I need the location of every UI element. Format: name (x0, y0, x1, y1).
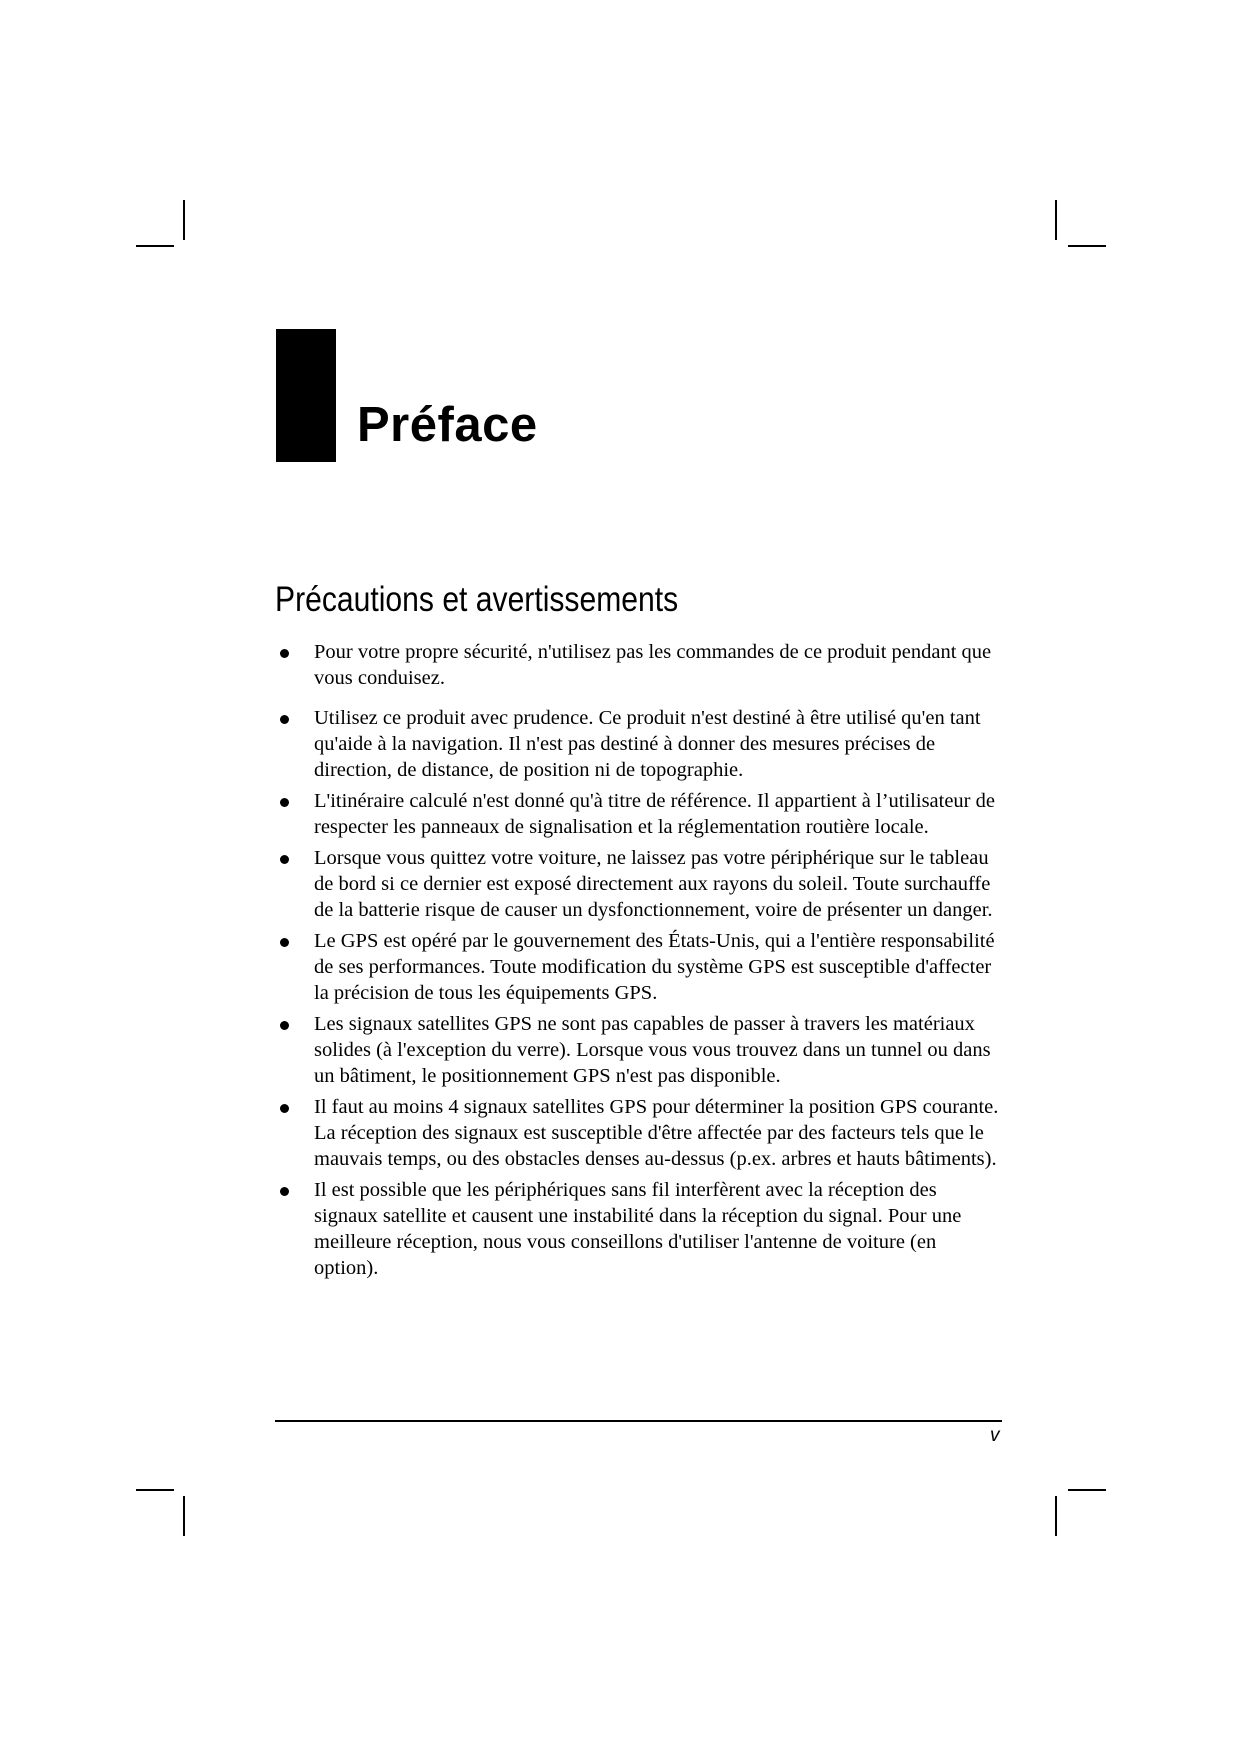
bullet-icon (280, 1187, 289, 1196)
chapter-marker-block (276, 329, 336, 462)
section-heading: Précautions et avertissements (275, 580, 679, 619)
crop-mark-top-right-horizontal (1068, 245, 1106, 247)
crop-mark-bottom-left-vertical (183, 1496, 185, 1536)
list-item-text: Il faut au moins 4 signaux satellites GPS pour déterminer la position GPS courante. La réception des signaux est susceptible d'être affectée par des facteurs tels que le mauvais temps, ou des obstacles denses au-dessus (p.ex. arbres et hauts bâtiments). (314, 1096, 999, 1170)
bullet-icon (280, 855, 289, 864)
list-item-text: Il est possible que les périphériques sans fil interfèrent avec la réception des signaux satellite et causent une instabilité dans la réception du signal. Pour une meilleure réception, nous vous conseillons d'utiliser l'antenne de voiture (en option). (314, 1179, 962, 1279)
list-item (274, 1177, 1004, 1281)
crop-mark-top-left-vertical (183, 200, 185, 240)
crop-mark-top-right-vertical (1055, 200, 1057, 240)
crop-mark-top-left-horizontal (136, 245, 174, 247)
list-item-text: Pour votre propre sécurité, n'utilisez pas les commandes de ce produit pendant que vous conduisez. (314, 641, 992, 689)
list-item (274, 1094, 1004, 1172)
list-item (274, 845, 1004, 923)
list-item (274, 639, 1004, 691)
page-number: v (990, 1425, 1000, 1446)
list-item-text: Le GPS est opéré par le gouvernement des États-Unis, qui a l'entière responsabilité de ses performances. Toute modification du système GPS est susceptible d'affecter la précision de tous les équipements GPS. (314, 930, 995, 1004)
chapter-title: Préface (357, 398, 538, 452)
bullet-icon (280, 1104, 289, 1113)
bullet-icon (280, 1021, 289, 1030)
list-item-text: Utilisez ce produit avec prudence. Ce produit n'est destiné à être utilisé qu'en tant qu'aide à la navigation. Il n'est pas destiné à donner des mesures précises de direction, de distance, de position ni de topographie. (314, 707, 981, 781)
crop-mark-bottom-right-horizontal (1068, 1489, 1106, 1491)
list-item-text: Lorsque vous quittez votre voiture, ne laissez pas votre périphérique sur le tableau de bord si ce dernier est exposé directement aux rayons du soleil. Toute surchauffe de la batterie risque de causer un dysfonctionnement, voire de présenter un danger. (314, 847, 993, 921)
list-item (274, 705, 1004, 783)
list-item-text: Les signaux satellites GPS ne sont pas capables de passer à travers les matériaux solides (à l'exception du verre). Lorsque vous vous trouvez dans un tunnel ou dans un bâtiment, le positionnement GPS n'est pas disponible. (314, 1013, 991, 1087)
list-item (274, 928, 1004, 1006)
bullet-icon (280, 649, 289, 658)
bullet-icon (280, 798, 289, 807)
list-item (274, 788, 1004, 840)
footer-divider (275, 1420, 1002, 1422)
precautions-list (274, 639, 1004, 1286)
list-item-text: L'itinéraire calculé n'est donné qu'à titre de référence. Il appartient à l’utilisateur de respecter les panneaux de signalisation et la réglementation routière locale. (314, 790, 995, 838)
crop-mark-bottom-right-vertical (1055, 1496, 1057, 1536)
bullet-icon (280, 938, 289, 947)
list-item (274, 1011, 1004, 1089)
crop-mark-bottom-left-horizontal (136, 1489, 174, 1491)
bullet-icon (280, 715, 289, 724)
